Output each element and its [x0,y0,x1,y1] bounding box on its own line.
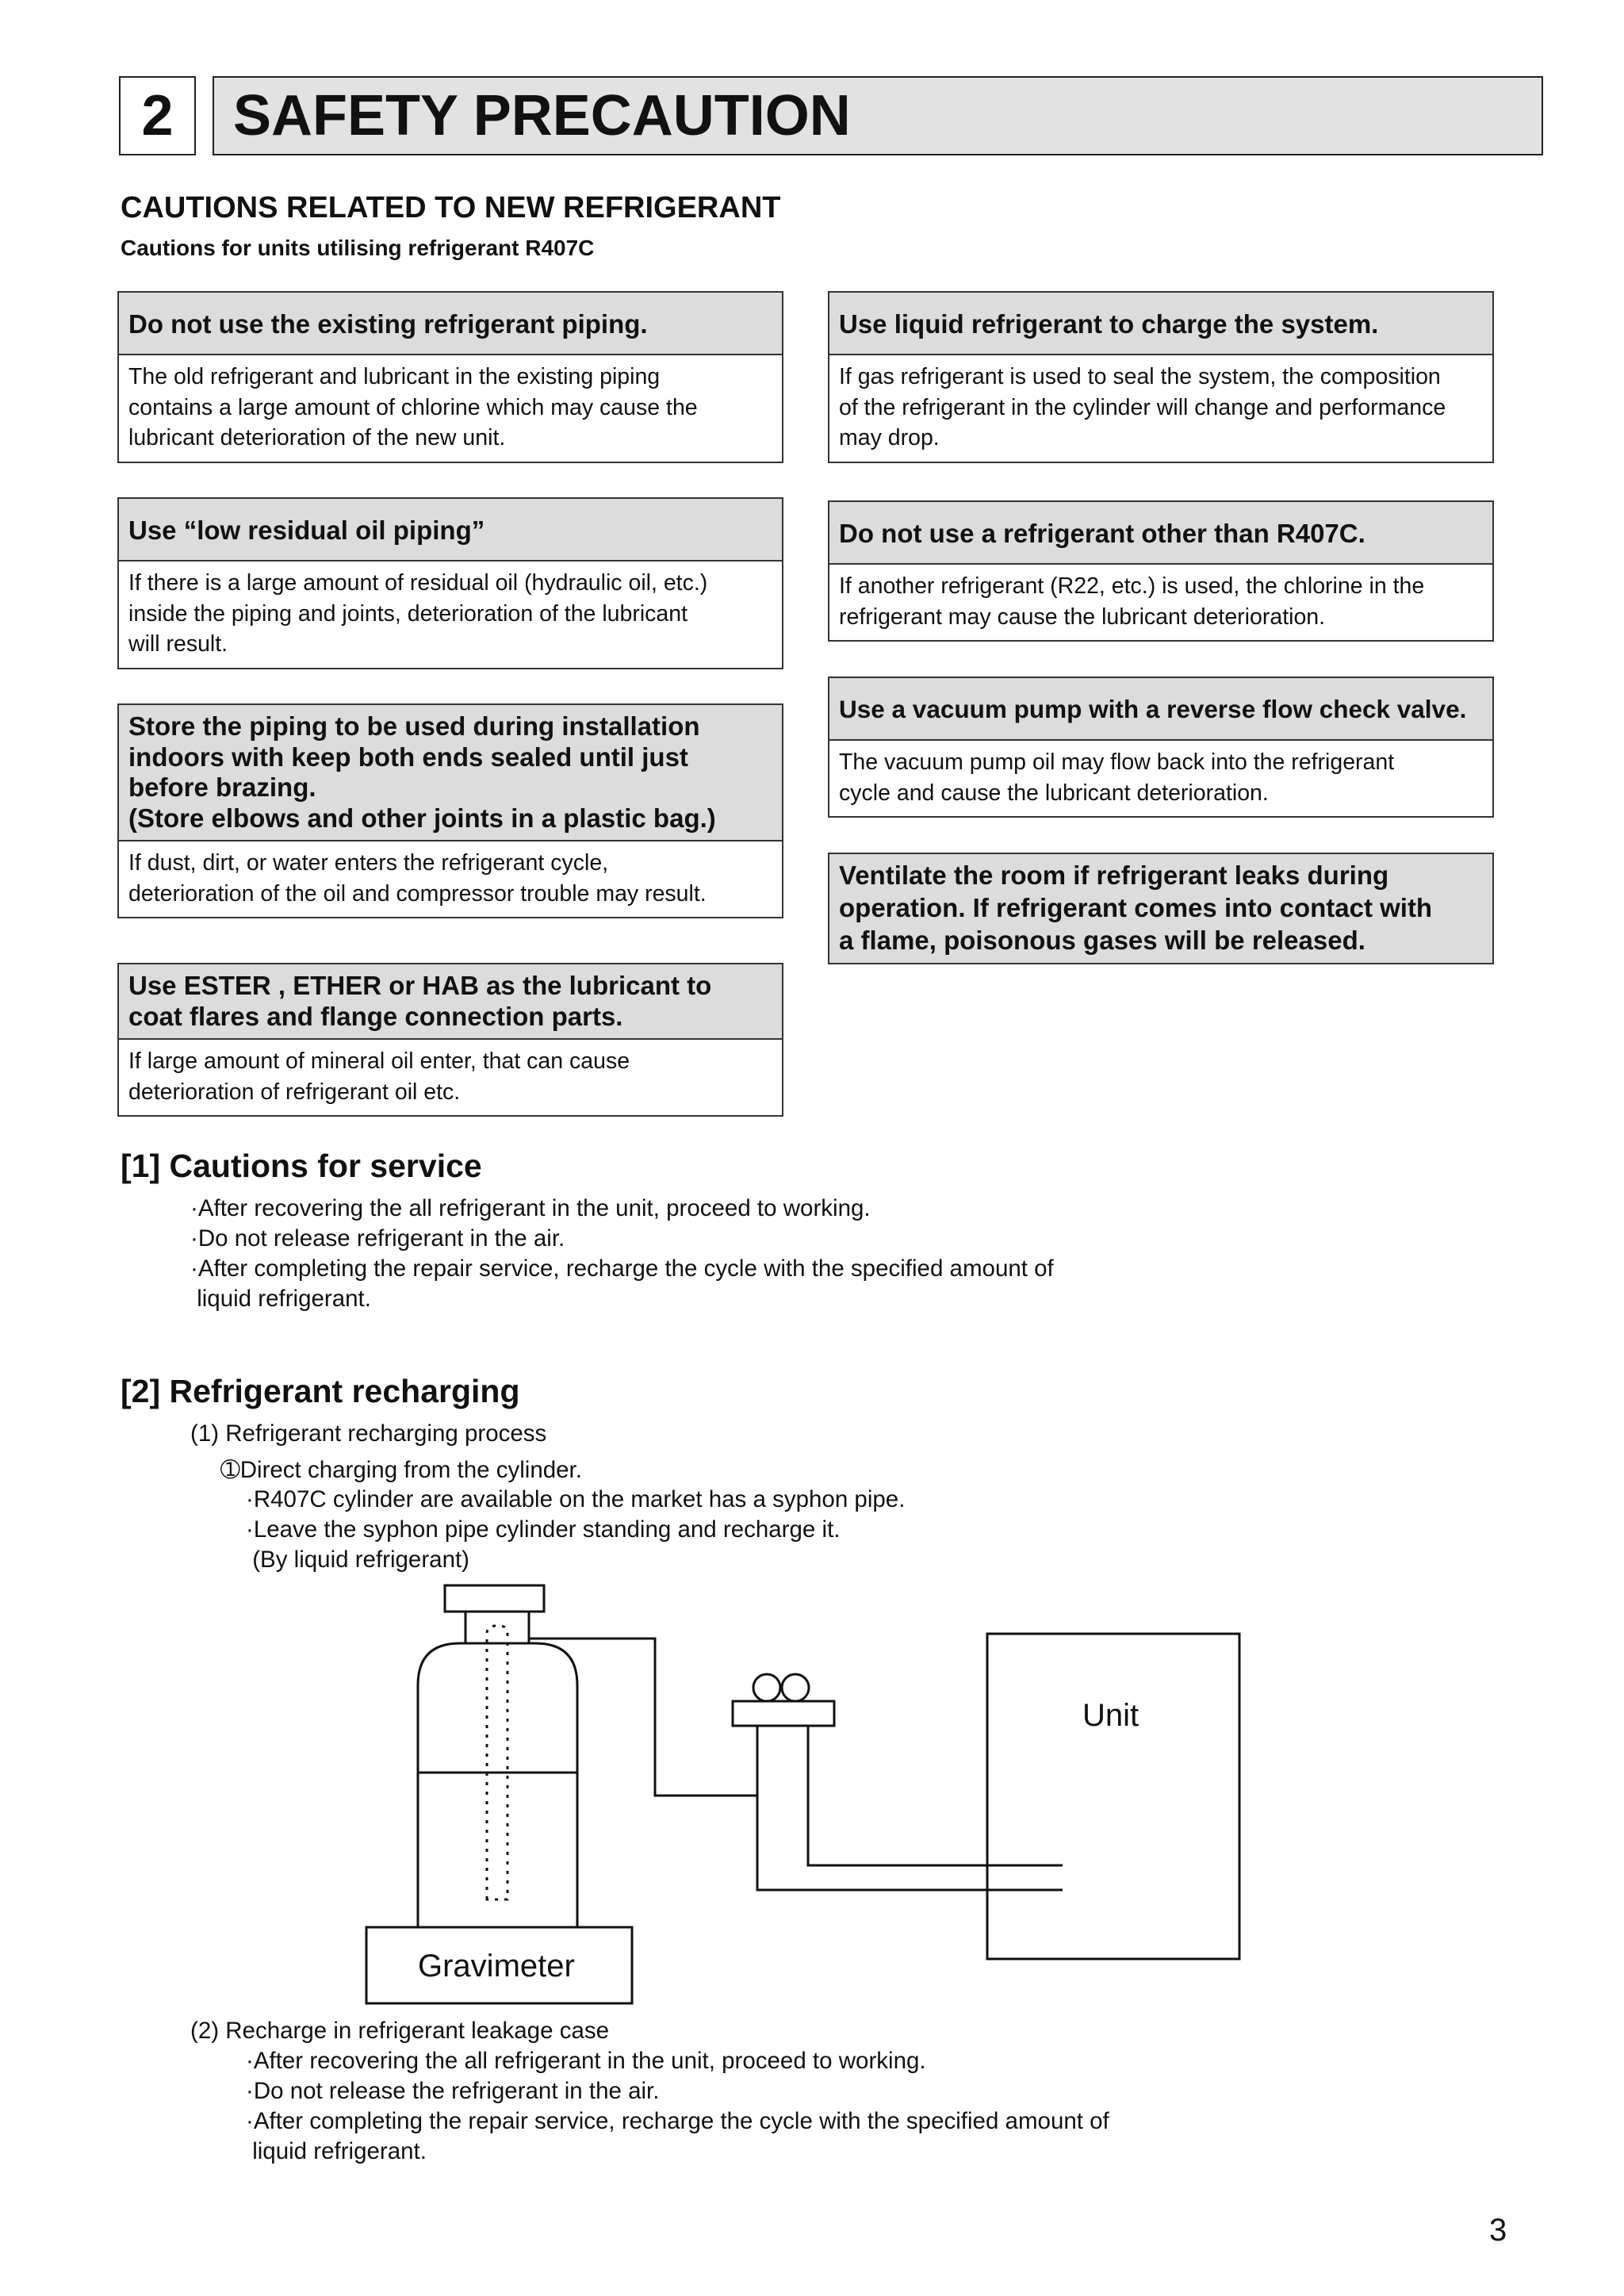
cylinder-neck [465,1612,529,1643]
caution-body: If dust, dirt, or water enters the refrigerant cycle, deterioration of the oil and compressor trouble may result. [128,850,707,907]
list-item: ·After completing the repair service, recharge the cycle with the specified amount of [190,1255,1054,1282]
caution-heading: Use ESTER , ETHER or HAB as the lubricant to coat flares and flange connection parts. [119,964,782,1040]
step1-title: (1) Refrigerant recharging process [190,1420,547,1447]
step2-title: (2) Recharge in refrigerant leakage case [190,2018,610,2044]
unit-box [987,1634,1239,1959]
caution-body: If gas refrigerant is used to seal the system, the composition of the refrigerant in the cylinder will change and performance may drop. [839,364,1446,450]
recharging-title: [2] Refrigerant recharging [121,1373,520,1409]
caution-heading: Use liquid refrigerant to charge the system. [829,293,1492,355]
caution-body: If there is a large amount of residual oil (hydraulic oil, etc.) inside the piping and joints, deterioration of the lubricant will result. [128,570,708,657]
gauge-left-icon [753,1674,780,1701]
caution-heading: Ventilate the room if refrigerant leaks during operation. If refrigerant comes into contact with a flame, poisonous gases will be released. [829,854,1492,963]
service-title: [1] Cautions for service [121,1148,482,1184]
list-item: (By liquid refrigerant) [246,1547,469,1573]
caution-body: The old refrigerant and lubricant in the existing piping contains a large amount of chlorine which may cause the lubricant deterioration of the new unit. [128,364,698,450]
caution-heading: Do not use the existing refrigerant piping. [119,293,782,355]
list-item: ·After recovering the all refrigerant in the unit, proceed to working. [190,1195,871,1221]
page-number: 3 [1489,2213,1507,2248]
gravimeter-label: Gravimeter [418,1949,575,1984]
list-item: ·Leave the syphon pipe cylinder standing and recharge it. [246,1516,841,1543]
step1-subtitle: ➀Direct charging from the cylinder. [220,1457,582,1483]
refrigerant-title: CAUTIONS RELATED TO NEW REFRIGERANT [121,191,781,224]
step2-list [246,2046,1109,2167]
cylinder-cap [445,1585,544,1612]
manifold-line-outer [757,1796,1063,1890]
list-item: liquid refrigerant. [246,2138,427,2164]
list-item: ·After completing the repair service, recharge the cycle with the specified amount of [246,2108,1109,2134]
refrigerant-subtitle: Cautions for units utilising refrigerant R407C [121,236,595,260]
list-item: ·Do not release refrigerant in the air. [190,1225,565,1251]
caution-body: If another refrigerant (R22, etc.) is used, the chlorine in the refrigerant may cause the lubricant deterioration. [839,573,1425,630]
list-item: ·After recovering the all refrigerant in the unit, proceed to working. [246,2048,926,2074]
caution-heading: Do not use a refrigerant other than R407C. [829,502,1492,565]
caution-body: If large amount of mineral oil enter, that can cause deterioration of refrigerant oil etc. [128,1048,630,1105]
caution-heading: Store the piping to be used during installation indoors with keep both ends sealed until just before brazing. (Store elbows and other joints in a plastic bag.) [119,705,782,841]
caution-body: The vacuum pump oil may flow back into the refrigerant cycle and cause the lubricant deterioration. [839,749,1395,806]
gauge-right-icon [782,1674,809,1701]
section-number: 2 [119,76,196,155]
caution-heading: Use a vacuum pump with a reverse flow check valve. [829,678,1492,741]
unit-label: Unit [1082,1698,1139,1733]
cylinder-body [418,1643,577,1927]
gauge-manifold [733,1701,834,1726]
manifold-line-inner [808,1726,1063,1865]
list-item: ·R407C cylinder are available on the market has a syphon pipe. [246,1486,906,1512]
list-item: ·Do not release the refrigerant in the air. [246,2078,660,2104]
caution-heading: Use “low residual oil piping” [119,499,782,562]
list-item: liquid refrigerant. [190,1286,371,1312]
section-title: SAFETY PRECAUTION [213,76,1543,155]
